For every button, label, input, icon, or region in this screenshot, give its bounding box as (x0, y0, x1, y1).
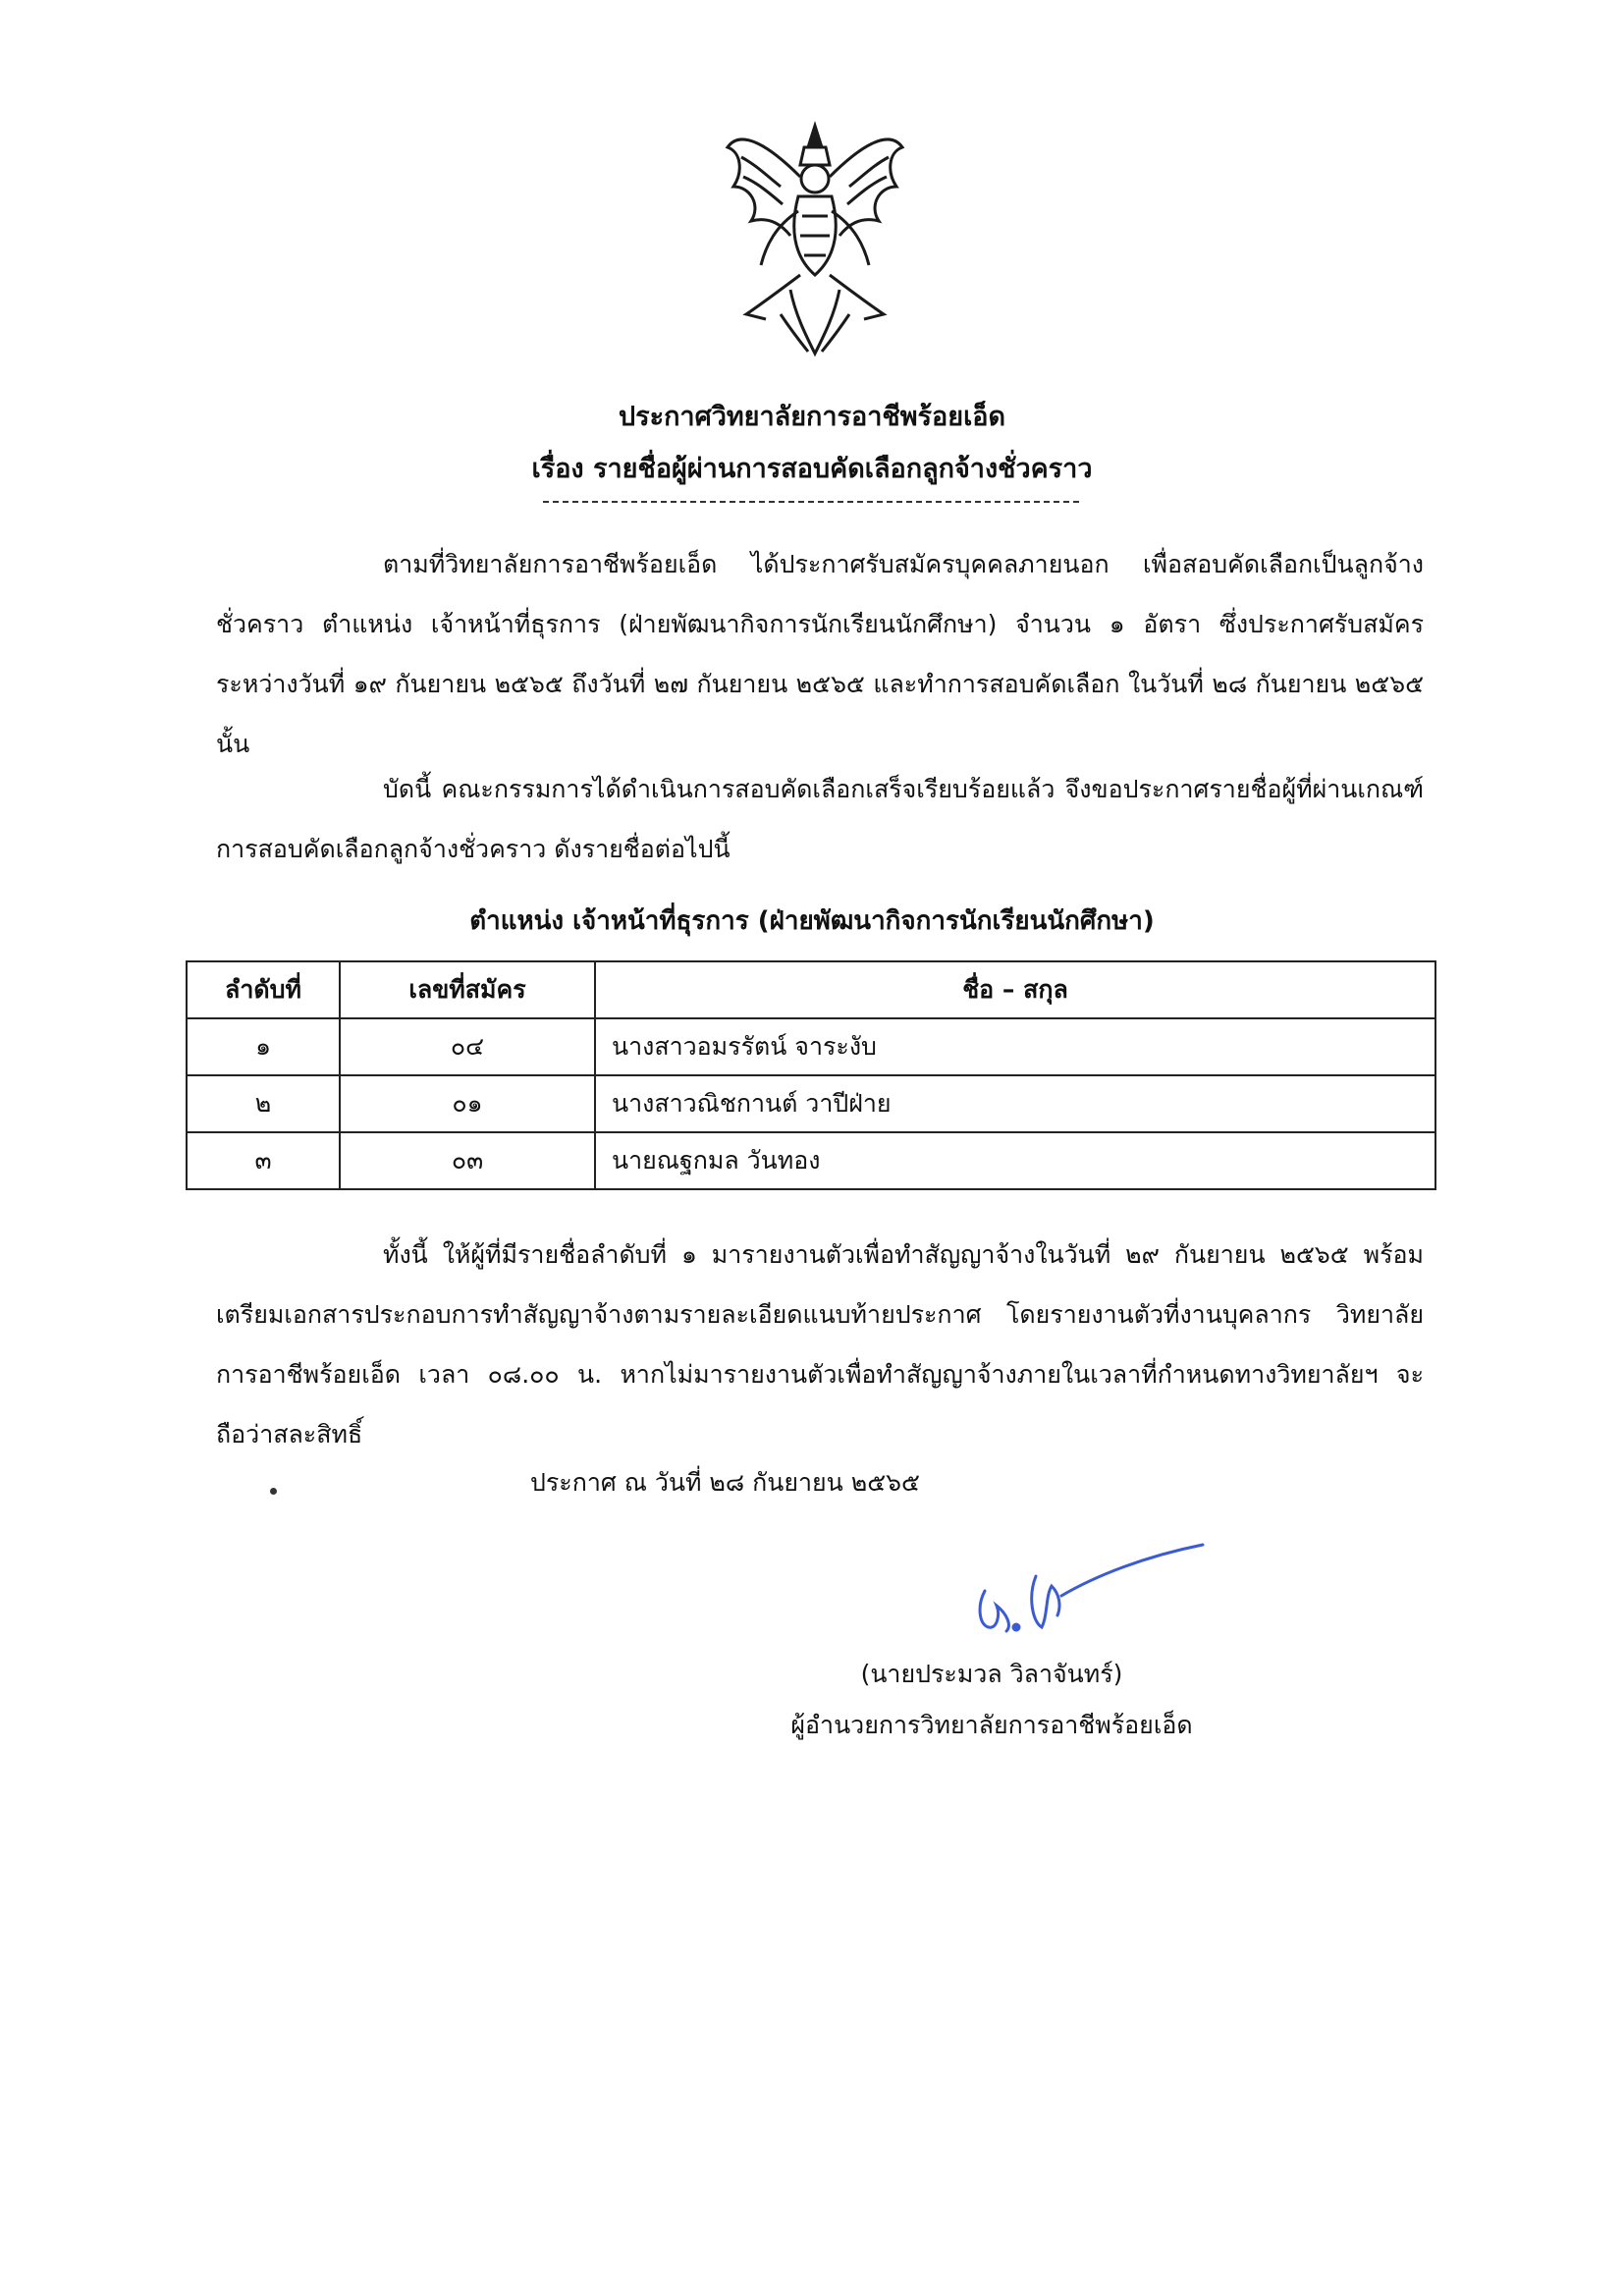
app-no-cell: ๐๔ (340, 1018, 595, 1075)
column-header-app-no: เลขที่สมัคร (340, 961, 595, 1018)
candidate-table (186, 960, 1436, 1190)
order-cell: ๒ (187, 1075, 340, 1132)
position-heading: ตำแหน่ง เจ้าหน้าที่ธุรการ (ฝ่ายพัฒนากิจการนักเรียนนักศึกษา) (469, 906, 1155, 936)
table-row (187, 1018, 1435, 1075)
intro-paragraph: ตามที่วิทยาลัยการอาชีพร้อยเอ็ด ได้ประกาศรับสมัครบุคคลภายนอก เพื่อสอบคัดเลือกเป็นลูกจ้างชั่วคราว ตำแหน่ง เจ้าหน้าที่ธุรการ (ฝ่ายพัฒนากิจการนักเรียนนักศึกษา) จำนวน ๑ อัตรา ซึ่งประกาศรับสมัครระหว่างวันที่ ๑๙ กันยายน ๒๕๖๕ ถึงวันที่ ๒๗ กันยายน ๒๕๖๕ และทำการสอบคัดเลือก ในวันที่ ๒๘ กันยายน ๒๕๖๕ นั้น (216, 550, 1424, 758)
garuda-emblem-icon (722, 118, 908, 363)
instruction-paragraph: ทั้งนี้ ให้ผู้ที่มีรายชื่อลำดับที่ ๑ มารายงานตัวเพื่อทำสัญญาจ้างในวันที่ ๒๙ กันยายน ๒๕๖๕ พร้อมเตรียมเอกสารประกอบการทำสัญญาจ้างตามรายละเอียดแนบท้ายประกาศ โดยรายงานตัวที่งานบุคลากร วิทยาลัยการอาชีพร้อยเอ็ด เวลา ๐๘.๐๐ น. หากไม่มารายงานตัวเพื่อทำสัญญาจ้างภายในเวลาที่กำหนดทางวิทยาลัยฯ จะถือว่าสละสิทธิ์ (216, 1240, 1424, 1449)
column-header-name: ชื่อ – สกุล (595, 961, 1435, 1018)
column-header-order: ลำดับที่ (187, 961, 340, 1018)
signer-name: (นายประมวล วิลาจันทร์) (860, 1660, 1123, 1688)
order-cell: ๑ (187, 1018, 340, 1075)
announcement-date: ประกาศ ณ วันที่ ๒๘ กันยายน ๒๕๖๕ (530, 1468, 920, 1497)
table-row (187, 1075, 1435, 1132)
handwritten-signature (967, 1537, 1213, 1645)
order-cell: ๓ (187, 1132, 340, 1189)
signer-title: ผู้อำนวยการวิทยาลัยการอาชีพร้อยเอ็ด (790, 1711, 1193, 1739)
app-no-cell: ๐๑ (340, 1075, 595, 1132)
app-no-cell: ๐๓ (340, 1132, 595, 1189)
name-cell: นางสาวณิชกานต์ วาปีฝ่าย (595, 1075, 1435, 1132)
announcement-title: ประกาศวิทยาลัยการอาชีพร้อยเอ็ด (618, 402, 1006, 432)
table-row (187, 1132, 1435, 1189)
table-header-row (187, 961, 1435, 1018)
name-cell: นายณฐกมล วันทอง (595, 1132, 1435, 1189)
dashed-divider (543, 501, 1079, 503)
stray-mark (270, 1488, 277, 1495)
name-cell: นางสาวอมรรัตน์ จาระงับ (595, 1018, 1435, 1075)
announcement-subject: เรื่อง รายชื่อผู้ผ่านการสอบคัดเลือกลูกจ้างชั่วคราว (531, 454, 1093, 484)
result-paragraph: บัดนี้ คณะกรรมการได้ดำเนินการสอบคัดเลือกเสร็จเรียบร้อยแล้ว จึงขอประกาศรายชื่อผู้ที่ผ่านเกณฑ์การสอบคัดเลือกลูกจ้างชั่วคราว ดังรายชื่อต่อไปนี้ (216, 775, 1424, 863)
